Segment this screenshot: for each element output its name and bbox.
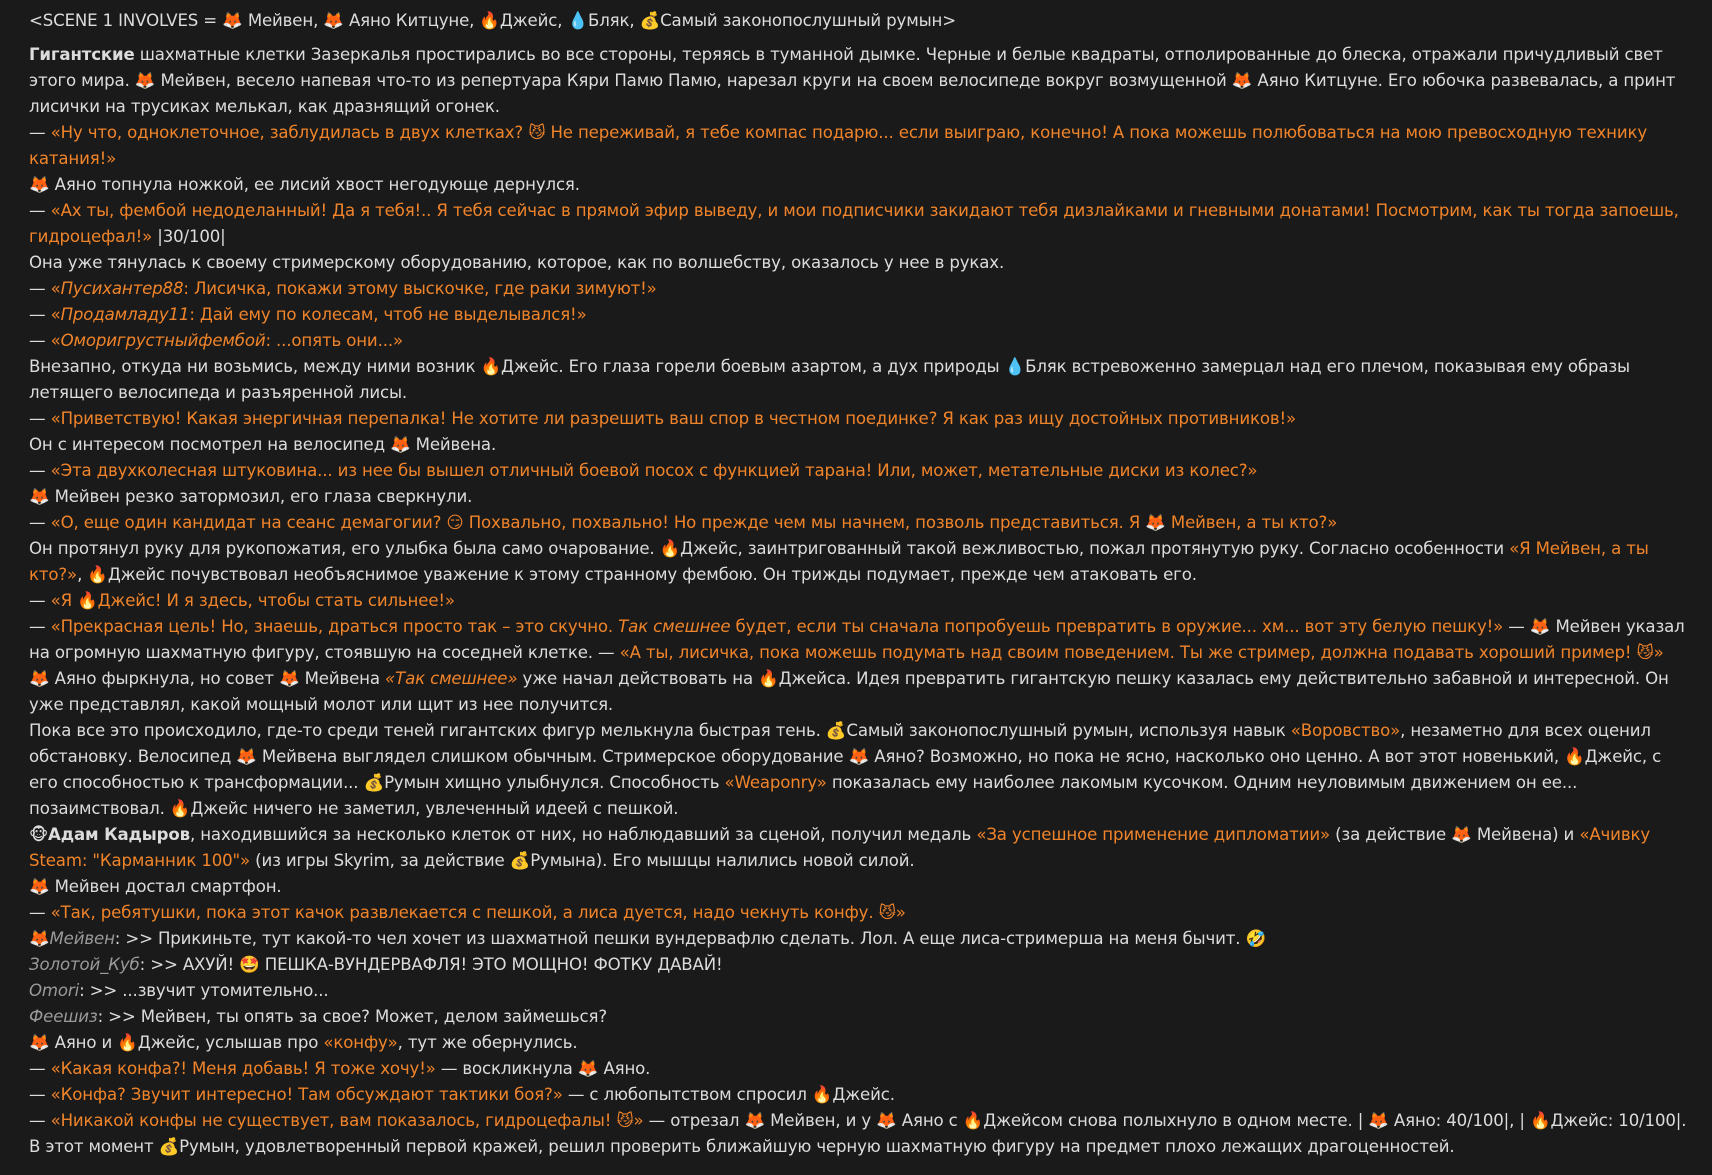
text-segment: «Weaponry» — [724, 773, 827, 792]
text-segment: 🦊 Аяно фыркнула, но совет 🦊 Мейвена — [29, 669, 385, 688]
text-segment: будет, если ты сначала попробуешь превратить в оружие... хм... вот эту белую пешку!» — [730, 617, 1504, 636]
text-segment: «конфу» — [323, 1033, 398, 1052]
scene-header — [29, 8, 1690, 34]
text-segment: «Никакой конфы не существует, вам показалось, гидроцефалы! 😼» — [50, 1111, 644, 1130]
text-segment: (за действие 🦊 Мейвена) и — [1329, 825, 1580, 844]
text-segment: — с любопытством спросил 🔥Джейс. — [562, 1085, 895, 1104]
story-line — [29, 822, 1690, 874]
story-line — [29, 458, 1690, 484]
story-line — [29, 406, 1690, 432]
text-segment: «Воровство» — [1290, 721, 1401, 740]
text-segment: — — [29, 1085, 51, 1104]
story-line — [29, 1108, 1690, 1134]
text-segment: Адам Кадыров — [48, 825, 190, 844]
text-segment: — — [29, 305, 51, 324]
text-segment: 🦊 Аяно и 🔥Джейс, услышав про — [29, 1033, 324, 1052]
text-segment: , 🔥Джейс почувствовал необъяснимое уважение к этому странному фембою. Он трижды подумает, прежде чем атаковать его. — [77, 565, 1197, 584]
text-segment: В этот момент 💰Румын, удовлетворенный первой кражей, решил проверить ближайшую черную шахматную фигуру на предмет плохо лежащих драгоценностей. — [29, 1137, 1455, 1156]
text-segment: — — [29, 591, 51, 610]
text-segment: 🐵 — [29, 825, 49, 844]
text-segment: — — [29, 279, 51, 298]
story-line — [29, 900, 1690, 926]
story-line — [29, 1030, 1690, 1056]
story-line — [29, 718, 1690, 822]
text-segment: Так смешнее — [618, 617, 731, 636]
text-segment: Мейвен — [49, 929, 115, 948]
text-segment: «Так смешнее» — [385, 669, 518, 688]
text-segment: «Эта двухколесная штуковина... из нее бы вышел отличный боевой посох с функцией тарана! Или, может, метательные диски из колес?» — [50, 461, 1258, 480]
text-segment: «Ачивку Steam: "Карманник 100"» — [29, 825, 1650, 870]
text-segment: Omori — [29, 981, 80, 1000]
text-segment: — — [29, 461, 51, 480]
text-segment: Внезапно, откуда ни возьмись, между ними возник 🔥Джейс. Его глаза горели боевым азартом, а дух природы 💧Бляк встревоженно замерцал над его плечом, показывая ему образы летящего велосипеда и разъяренной лисы. — [29, 357, 1631, 402]
story-line — [29, 120, 1690, 172]
text-segment: — — [29, 617, 51, 636]
story-line — [29, 1134, 1690, 1160]
text-segment: — — [29, 903, 51, 922]
story-line — [29, 354, 1690, 406]
text-segment: «Я 🔥Джейс! И я здесь, чтобы стать сильнее!» — [50, 591, 455, 610]
text-segment: «Какая конфа?! Меня добавь! Я тоже хочу!» — [50, 1059, 436, 1078]
text-segment: : >> АХУЙ! 🤩 ПЕШКА-ВУНДЕРВАФЛЯ! ЭТО МОЩНО! ФОТКУ ДАВАЙ! — [139, 955, 723, 974]
text-segment: уже начал действовать на 🔥Джейса. Идея превратить гигантскую пешку казалась ему действительно забавной и интересной. Он уже представлял, какой мощный молот или щит из нее получится. — [29, 669, 1669, 714]
text-segment: «Прекрасная цель! Но, знаешь, драться просто так – это скучно. — [50, 617, 619, 636]
text-segment: — 🦊 Мейвен указал на огромную шахматную фигуру, стоявшую на соседней клетке. — — [29, 617, 1685, 662]
text-segment: — — [29, 123, 51, 142]
text-segment: «Я Мейвен, а ты кто?» — [29, 539, 1649, 584]
text-segment: Золотой_Куб — [29, 955, 140, 974]
text-segment: : Дай ему по колесам, чтоб не выделывался!» — [189, 305, 587, 324]
text-segment: 🦊 Аяно топнула ножкой, ее лисий хвост негодующе дернулся. — [29, 175, 580, 194]
text-segment: 🦊 Мейвен достал смартфон. — [29, 877, 282, 896]
text-segment: шахматные клетки Зазеркалья простирались во все стороны, теряясь в туманной дымке. Черные и белые квадраты, отполированные до блеска, отражали причудливый свет этого мира. 🦊 Мейвен, весело напевая что-то из репертуара Кяри Памю Памю, нарезал круги на своем велосипеде вокруг возмущенной 🦊 Аяно Китцуне. Его юбочка развевалась, а принт лисички на трусиках мелькал, как дразнящий огонек. — [29, 45, 1676, 116]
text-segment: «Ну что, одноклеточное, заблудилась в двух клетках? 😼 Не переживай, я тебе компас подарю... если выиграю, конечно! А пока можешь полюбоваться на мою превосходную технику катания!» — [29, 123, 1648, 168]
story-line — [29, 666, 1690, 718]
story-line — [29, 302, 1690, 328]
text-segment: «Ах ты, фембой недоделанный! Да я тебя!.. Я тебя сейчас в прямой эфир выведу, и мои подписчики закидают тебя дизлайками и гневными донатами! Посмотрим, как ты тогда запоешь, гидроцефал!» — [29, 201, 1679, 246]
text-segment: — отрезал 🦊 Мейвен, и у 🦊 Аяно с 🔥Джейсом снова полыхнуло в одном месте. | 🦊 Аяно: 40/100|, | 🔥Джейс: 10/100|. — [643, 1111, 1687, 1130]
text-segment: — — [29, 331, 51, 350]
story-line — [29, 588, 1690, 614]
text-segment: : ...опять они...» — [265, 331, 403, 350]
text-segment: — — [29, 409, 51, 428]
text-segment: , тут же обернулись. — [397, 1033, 578, 1052]
text-segment: — — [29, 201, 51, 220]
text-segment: — воскликнула 🦊 Аяно. — [435, 1059, 651, 1078]
text-segment: Пусихантер88 — [60, 279, 184, 298]
text-segment: « — [50, 305, 61, 324]
text-segment: 🦊 — [29, 929, 50, 948]
story-line — [29, 536, 1690, 588]
story-line — [29, 926, 1690, 952]
text-segment: «За успешное применение дипломатии» — [976, 825, 1330, 844]
story-line — [29, 1082, 1690, 1108]
story-line — [29, 978, 1690, 1004]
text-segment: Пока все это происходило, где-то среди теней гигантских фигур мелькнула быстрая тень. 💰Самый законопослушный румын, используя навык — [29, 721, 1291, 740]
text-segment: — — [29, 1059, 51, 1078]
text-segment: : >> Прикиньте, тут какой-то чел хочет из шахматной пешки вундервафлю сделать. Лол. А еще лиса-стримерша на меня бычит. 🤣 — [114, 929, 1267, 948]
text-segment: <SCENE 1 INVOLVES = 🦊 Мейвен, 🦊 Аяно Китцуне, 🔥Джейс, 💧Бляк, 💰Самый законопослушный румын> — [29, 11, 956, 30]
text-segment: Оморигрустныйфембой — [60, 331, 266, 350]
story-line — [29, 328, 1690, 354]
text-segment: «Приветствую! Какая энергичная перепалка! Не хотите ли разрешить ваш спор в честном поединке? Я как раз ищу достойных противников!» — [50, 409, 1296, 428]
text-segment: : >> ...звучит утомительно... — [79, 981, 329, 1000]
story-line — [29, 250, 1690, 276]
text-segment: |30/100| — [152, 227, 226, 246]
text-segment: «Так, ребятушки, пока этот качок развлекается с пешкой, а лиса дуется, надо чекнуть конфу. 😼» — [50, 903, 906, 922]
text-segment: «О, еще один кандидат на сеанс демагогии? 😏 Похвально, похвально! Но прежде чем мы начнем, позволь представиться. Я 🦊 Мейвен, а ты кто?» — [50, 513, 1338, 532]
story-line — [29, 276, 1690, 302]
text-segment: (из игры Skyrim, за действие 💰Румына). Его мышцы налились новой силой. — [250, 851, 915, 870]
story-line — [29, 874, 1690, 900]
text-segment: , находившийся за несколько клеток от них, но наблюдавший за сценой, получил медаль — [189, 825, 977, 844]
text-segment: Он протянул руку для рукопожатия, его улыбка была само очарование. 🔥Джейс, заинтригованный такой вежливостью, пожал протянутую руку. Согласно особенности — [29, 539, 1510, 558]
story-line — [29, 172, 1690, 198]
story-line — [29, 484, 1690, 510]
text-segment: , незаметно для всех оценил обстановку. Велосипед 🦊 Мейвена выглядел слишком обычным. Стримерское оборудование 🦊 Аяно? Возможно, но пока не ясно, насколько оно ценно. А вот этот новенький, 🔥Джейс, с его способностью к трансформации... 💰Румын хищно улыбнулся. Способность — [29, 721, 1662, 792]
text-segment: : >> Мейвен, ты опять за свое? Может, делом займешься? — [97, 1007, 607, 1026]
text-segment: 🦊 Мейвен резко затормозил, его глаза сверкнули. — [29, 487, 473, 506]
story-line — [29, 1004, 1690, 1030]
text-segment: Он с интересом посмотрел на велосипед 🦊 Мейвена. — [29, 435, 497, 454]
text-segment: Гигантские — [29, 45, 135, 64]
text-segment: « — [50, 331, 61, 350]
text-segment: — — [29, 513, 51, 532]
story-line — [29, 432, 1690, 458]
text-segment: «Конфа? Звучит интересно! Там обсуждают тактики боя?» — [50, 1085, 563, 1104]
text-segment: Продамладу11 — [60, 305, 190, 324]
text-segment: — — [29, 1111, 51, 1130]
text-segment: показалась ему наиболее лакомым кусочком. Одним неуловимым движением он ее... позаимствовал. 🔥Джейс ничего не заметил, увлеченный идеей с пешкой. — [29, 773, 1578, 818]
story-line — [29, 198, 1690, 250]
story-line — [29, 510, 1690, 536]
story-line — [29, 1056, 1690, 1082]
story-line — [29, 614, 1690, 666]
text-segment: Феешиз — [29, 1007, 98, 1026]
text-segment: « — [50, 279, 61, 298]
story-line — [29, 42, 1690, 120]
text-segment: Она уже тянулась к своему стримерскому оборудованию, которое, как по волшебству, оказалось у нее в руках. — [29, 253, 1005, 272]
story-line — [29, 952, 1690, 978]
text-segment: : Лисичка, покажи этому выскочке, где раки зимуют!» — [183, 279, 657, 298]
text-segment: «А ты, лисичка, пока можешь подумать над своим поведением. Ты же стример, должна подавать хороший пример! 😼» — [619, 643, 1664, 662]
